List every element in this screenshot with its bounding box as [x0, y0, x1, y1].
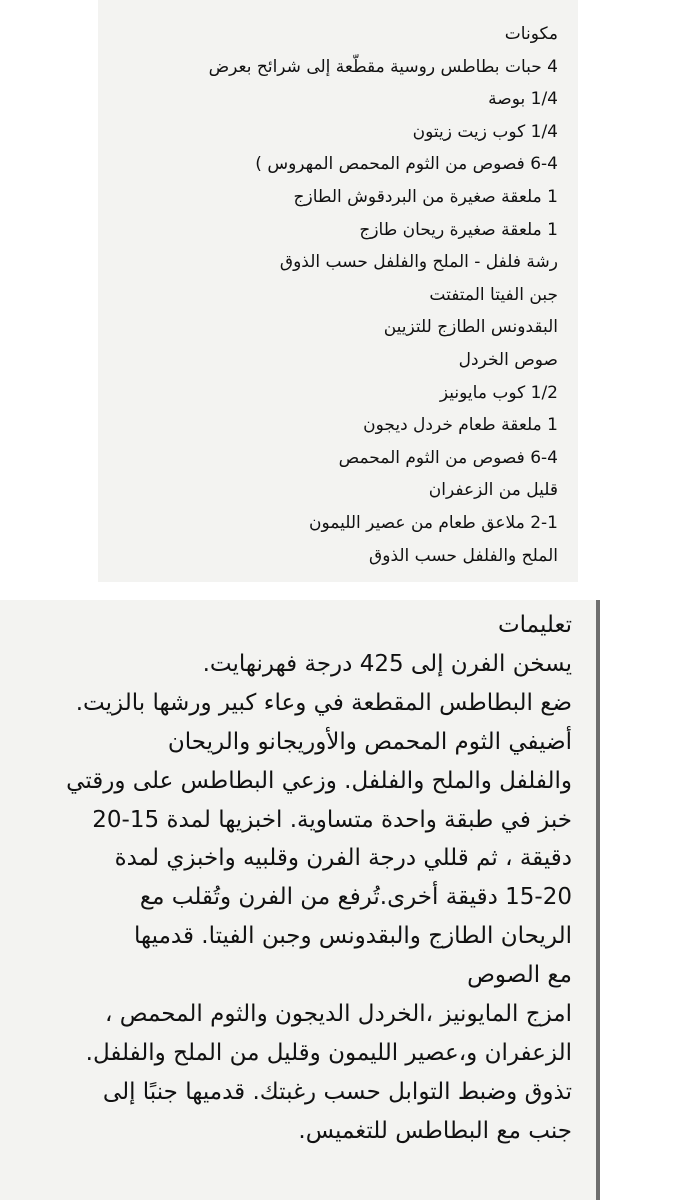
ingredient-line: 1/4 كوب زيت زيتون [412, 121, 558, 142]
ingredient-line: جبن الفيتا المتفتت [429, 284, 558, 305]
ingredient-line: رشة فلفل - الملح والفلفل حسب الذوق [279, 252, 558, 273]
ingredients-panel [98, 0, 578, 582]
ingredient-line: 1/4 بوصة [488, 89, 558, 110]
ingredient-line: 1 ملعقة صغيرة من البردقوش الطازج [293, 186, 558, 207]
instruction-line: الزعفران و،عصير الليمون وقليل من الملح والفلفل. [85, 1039, 572, 1066]
instructions-panel [0, 600, 600, 1200]
ingredient-line: البقدونس الطازج للتزيين [383, 317, 558, 338]
ingredient-line: 1 ملعقة طعام خردل ديجون [363, 415, 558, 436]
instruction-line: دقيقة ، ثم قللي درجة الفرن وقلبيه واخبزي لمدة [114, 845, 572, 872]
ingredient-line: 4 حبات بطاطس روسية مقطّعة إلى شرائح بعرض [208, 56, 558, 77]
ingredient-line: 1/2 كوب مايونيز [439, 382, 558, 403]
instruction-line: 15-20 دقيقة أخرى.تُرفع من الفرن وتُقلب مع [139, 884, 572, 911]
instruction-line: أضيفي الثوم المحمص والأوريجانو والريحان [167, 728, 572, 755]
ingredients-heading: مكونات [504, 24, 558, 44]
ingredient-line: الملح والفلفل حسب الذوق [369, 545, 558, 566]
ingredient-line: 2-1 ملاعق طعام من عصير الليمون [308, 512, 558, 533]
instruction-line: ضع البطاطس المقطعة في وعاء كبير ورشها بالزيت. [75, 689, 572, 716]
instruction-line: يسخن الفرن إلى 425 درجة فهرنهايت. [202, 650, 572, 677]
instruction-line: جنب مع البطاطس للتغميس. [298, 1117, 572, 1144]
instruction-line: خبز في طبقة واحدة متساوية. اخبزيها لمدة 15-20 [92, 806, 572, 833]
ingredient-line: 1 ملعقة صغيرة ريحان طازج [359, 219, 558, 240]
instruction-line: مع الصوص [467, 962, 572, 989]
ingredient-line: 6-4 فصوص من الثوم المحمص المهروس ) [255, 154, 558, 175]
sauce-heading: صوص الخردل [458, 349, 558, 370]
instruction-line: تذوق وضبط التوابل حسب رغبتك. قدميها جنبًا إلى [102, 1078, 572, 1105]
instruction-line: امزج المايونيز ،الخردل الديجون والثوم المحمص ، [105, 1001, 572, 1028]
ingredient-line: 6-4 فصوص من الثوم المحمص [338, 447, 558, 468]
instructions-heading: تعليمات [497, 612, 572, 638]
instruction-line: الريحان الطازج والبقدونس وجبن الفيتا. قدميها [134, 923, 572, 950]
instruction-line: والفلفل والملح والفلفل. وزعي البطاطس على ورقتي [66, 767, 572, 794]
ingredient-line: قليل من الزعفران [428, 480, 558, 501]
